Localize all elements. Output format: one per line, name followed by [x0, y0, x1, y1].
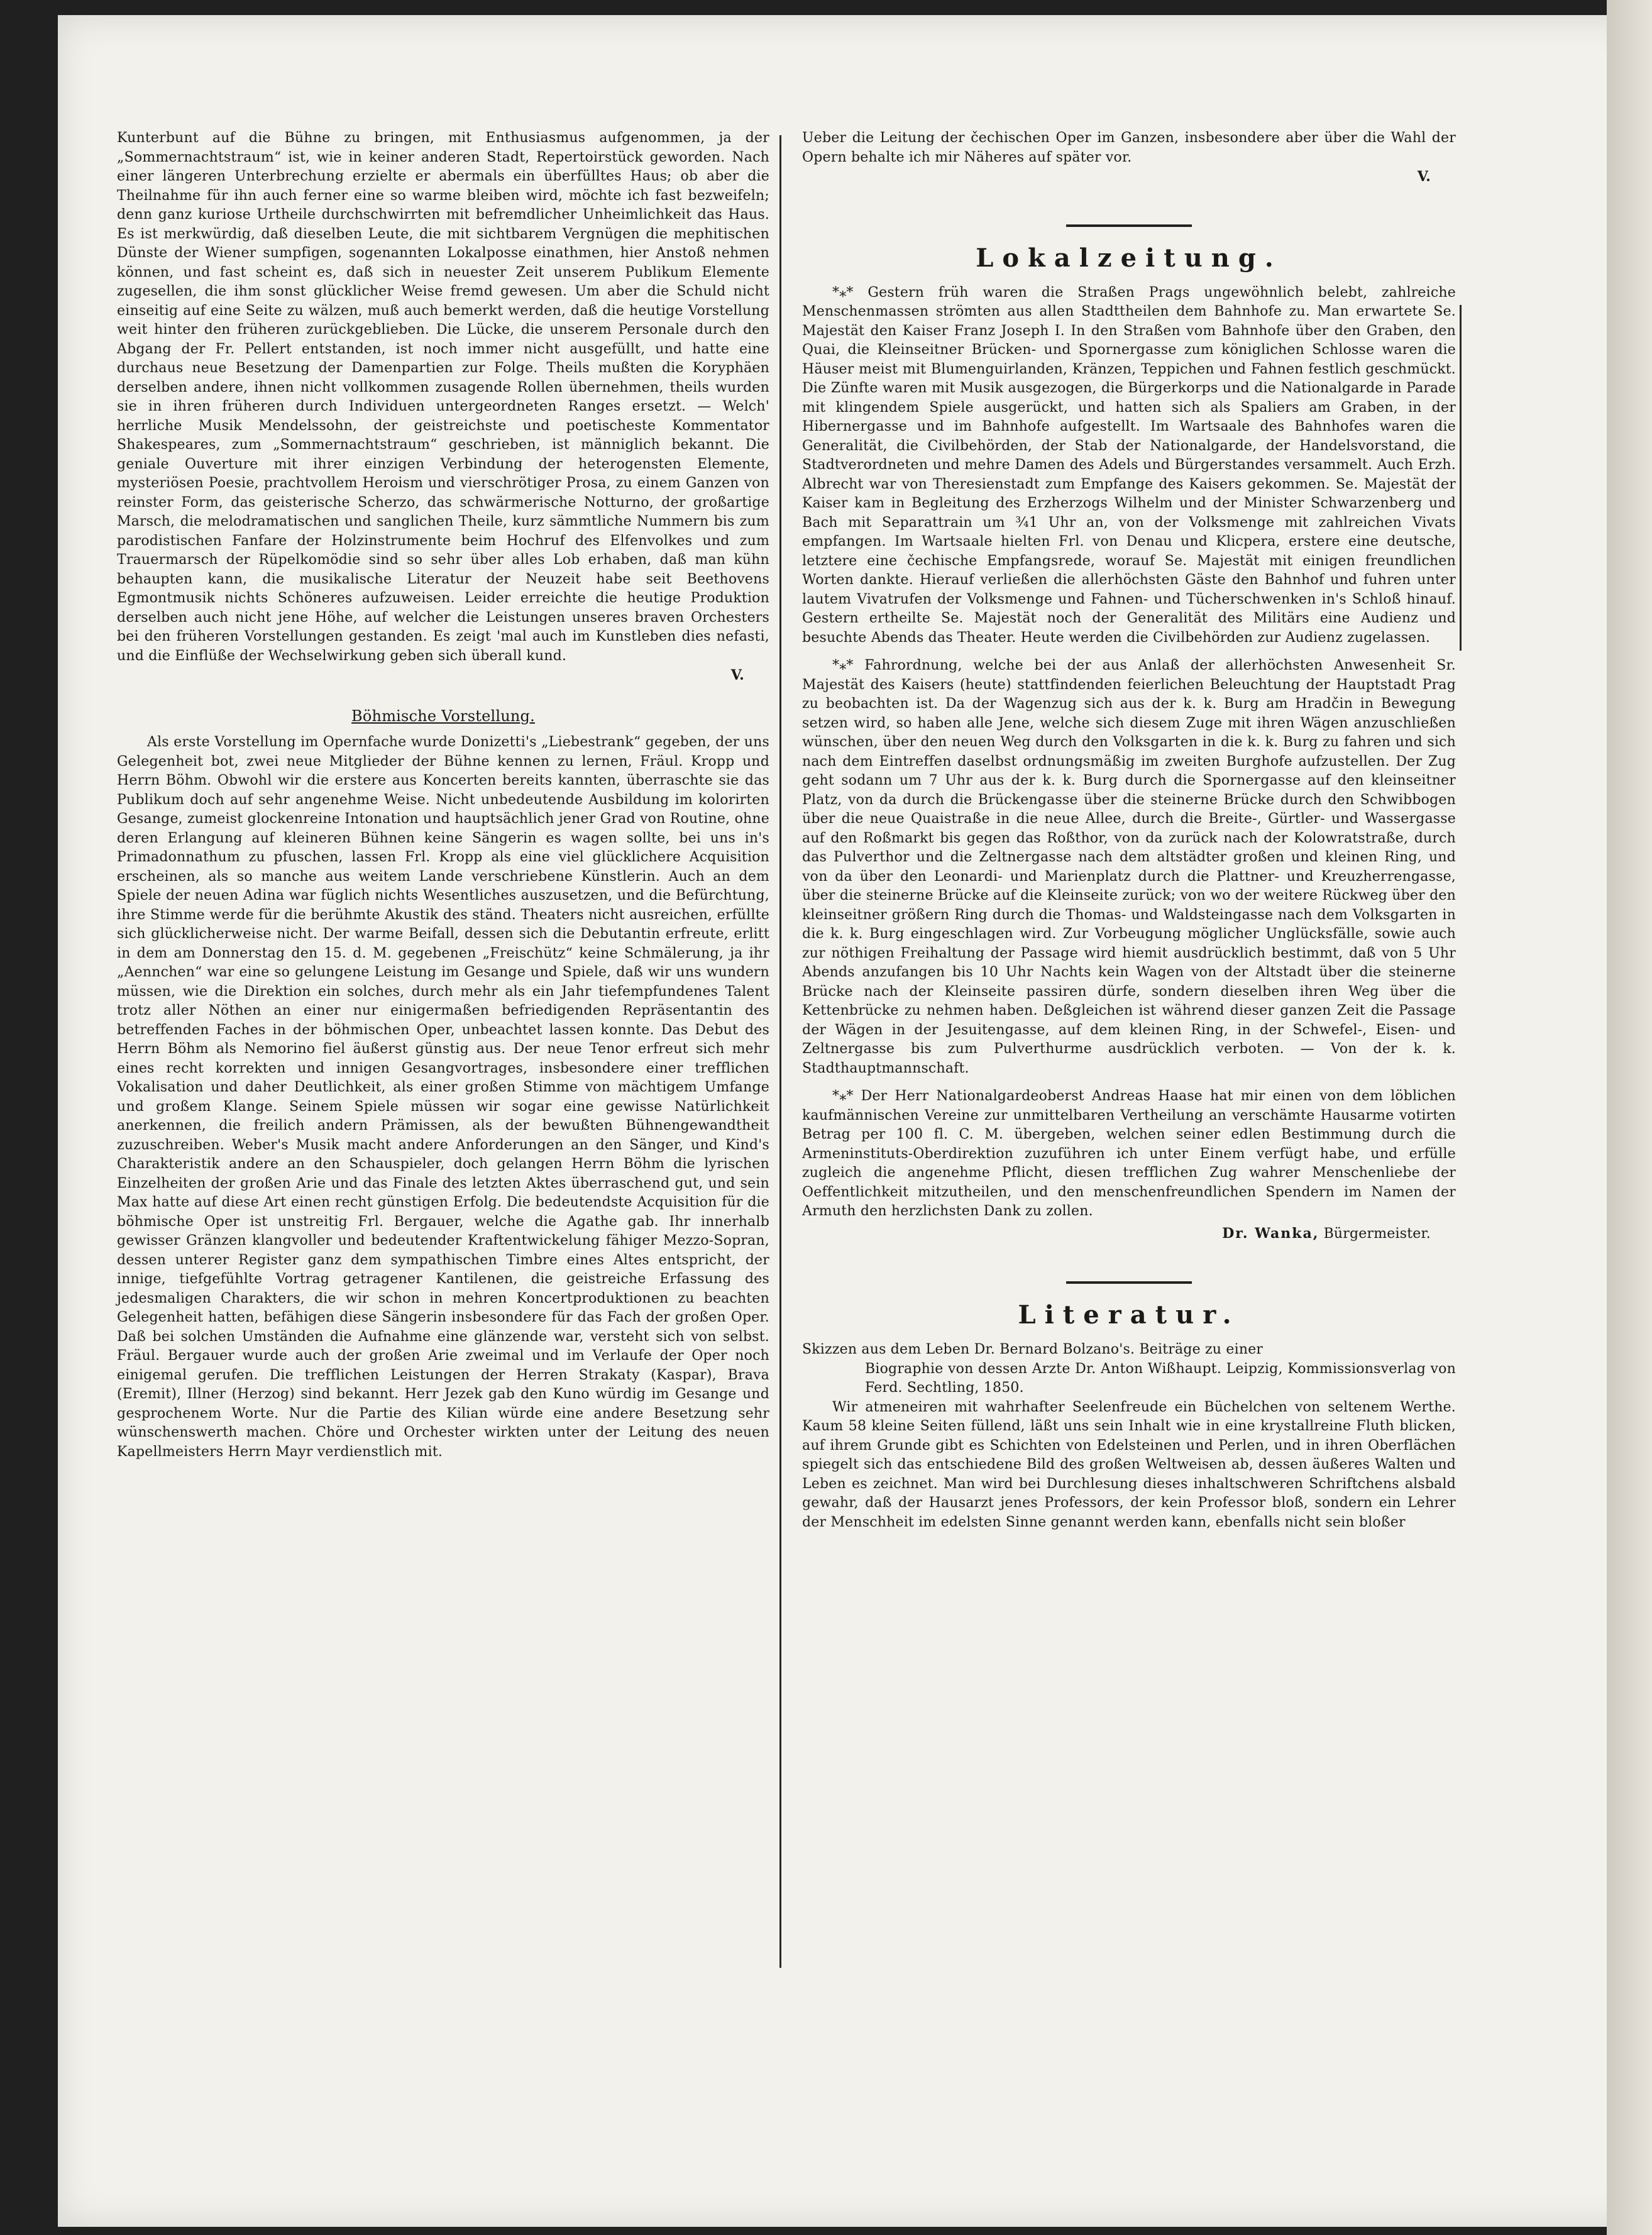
book-review-paragraph: Wir atmeneiren mit wahrhafter Seelenfreude ein Büchelchen von seltenem Werthe. Kaum 58 kleine Seiten füllend, läßt uns sein Inhalt wie in eine krystallreine Fluth blicken, auf ihrem Grunde gibt es Schichten von Edelsteinen und Perlen, und in ihren Oberflächen spiegelt sich das entschiedene Bild des großen Weltweisen ab, dessen äußeres Walten und Leben es zeichnet. Man wird bei Durchlesung dieses inhaltschweren Schriftchens alsbald gewahr, daß der Hausarzt jenes Professors, der kein Professor bloß, sondern ein Lehrer der Menschheit im edelsten Sinne genannt werden kann, ebenfalls nicht sein bloßer [802, 1399, 1456, 1530]
theater-review-paragraph: Kunterbunt auf die Bühne zu bringen, mit Enthusiasmus aufgenommen, ja der „Sommernachtstraum“ ist, wie in keiner anderen Stadt, Repertoirstück geworden. Nach einer längeren Unterbrechung erzielte er abermals ein überfülltes Haus; ob aber die Theilnahme für ihn auch ferner eine so warme bleiben wird, möchte ich fast bezweifeln; denn ganz kuriose Urtheile durchschwirrten mit befremdlicher Unheimlichkeit das Haus. Es ist merkwürdig, daß dieselben Leute, die mit sichtbarem Vergnügen die mephitischen Dünste der Wiener sumpfigen, sogenannten Lokalposse einathmen, hier Anstoß nehmen können, und fast scheint es, daß sich in neuester Zeit unserem Publikum Elemente zugesellen, die ihm sonst glücklicher Weise fremd gewesen. Um aber die Schuld nicht einseitig auf eine Seite zu wälzen, muß auch bemerkt werden, daß die heutige Vorstellung weit hinter den früheren zurückgeblieben. Die Lücke, die unserem Personale durch den Abgang der Fr. Pellert entstanden, ist noch immer nicht ausgefüllt, und hatte eine durchaus neue Besetzung der Damenpartien zur Folge. Theils mußten die Koryphäen derselben andere, ihnen nicht vollkommen zusagende Rollen übernehmen, theils wurden sie in ihren früheren durch Individuen untergeordneten Ranges ersetzt. — Welch' herrliche Musik Mendelssohn, der geistreichste und poetischeste Kommentator Shakespeares, zum „Sommernachtstraum“ geschrieben, ist männiglich bekannt. Die geniale Ouverture mit ihrer einzigen Verbindung der heterogensten Elemente, mysteriösen Poesie, prachtvollem Heroism und vierschrötiger Prosa, zu einem Ganzen von reinster Form, das geisterische Scherzo, das schwärmerische Notturno, der großartige Marsch, die melodramatischen und sanglichen Theile, kurz sämmtliche Nummern bis zum parodistischen Fanfare der Holzinstrumente beim Hochruf des Elfenvolkes und zum Trauermarsch der Rüpelkomödie sind so sehr über alles Lob erhaben, daß man kühn behaupten kann, die musikalische Literatur der Neuzeit habe seit Beethovens Egmontmusik nichts Schöneres aufzuweisen. Leider erreichte die heutige Produktion derselben auch nicht jene Höhe, auf welcher die Leistungen unseres braven Orchesters bei den früheren Vorstellungen gestanden. Es zeigt 'mal auch im Kunstleben dies nefasti, und die Einflüße der Wechselwirkung geben sich überall kund. [117, 130, 769, 664]
section-divider [1066, 224, 1192, 227]
bullet-mark: *⁎* [832, 1088, 854, 1104]
driving-order-text: Fahrordnung, welche bei der aus Anlaß der allerhöchsten Anwesenheit Sr. Majestät des Kaisers (heute) stattfindenden feierlichen Beleuchtung der Hauptstadt Prag zu beobachten ist. Da der Wagenzug sich aus der k. k. Burg am Hradčin in Bewegung setzen wird, so haben alle Jene, welche sich diesem Zuge mit ihren Wägen anzuschließen wünschen, über den neuen Weg durch den Volksgarten in die k. k. Burg zu fahren und sich nach dem Eintreffen daselbst ordnungsmäßig im zweiten Burghofe aufzustellen. Der Zug geht sodann um 7 Uhr aus der k. k. Burg durch die Spornergasse auf den kleinseitner Platz, von da durch die Brückengasse über die steinerne Brücke durch den Schwibbogen über die neue Quaistraße in die neue Allee, durch die Breite-, Gürtler- und Wassergasse auf den Roßmarkt bis gegen das Roßthor, von da zurück nach der Kolowratstraße, durch das Pulverthor und die Zeltnergasse nach dem altstädter großen und kleinen Ring, und von da über den Leonardi- und Marienplatz durch die Plattner- und Kreuzherrengasse, über die steinerne Brücke auf die Kleinseite zurück; von wo der weitere Rückweg über den kleinseitner größern Ring durch die Thomas- und Waldsteingasse nach dem Volksgarten in die k. k. Burg eingeschlagen wird. Zur Vorbeugung möglicher Unglücksfälle, sowie auch zur nöthigen Freihaltung der Passage wird hiemit ausdrücklich bestimmt, daß von 5 Uhr Abends anzufangen bis 10 Uhr Nachts kein Wagen von der Altstadt über die steinerne Brücke nach der Kleinseite passiren dürfe, sondern dieselben ihren Weg über die Kettenbrücke zu nehmen haben. Deßgleichen ist während dieser ganzen Zeit die Passage der Wägen in der Jesuitengasse, auf dem kleinen Ring, in der Schwefel-, Eisen- und Zeltnergasse bis zum Pulverthurme ausdrücklich verboten. — Von der k. k. Stadthauptmannschaft. [802, 658, 1456, 1076]
book-citation-line-1: Skizzen aus dem Leben Dr. Bernard Bolzano's. Beiträge zu einer [802, 1342, 1264, 1357]
opera-note-signature: V. [1417, 168, 1431, 185]
emperor-arrival-text: Gestern früh waren die Straßen Prags ungewöhnlich belebt, zahlreiche Menschenmassen strömten aus allen Stadttheilen dem Bahnhofe zu. Man erwartete Se. Majestät den Kaiser Franz Joseph I. In den Straßen vom Bahnhofe über den Graben, den Quai, die Kleinseitner Brücken- und Spornergasse zum königlichen Schlosse waren die Häuser meist mit Blumenguirlanden, Kränzen, Teppichen und Fahnen festlich geschmückt. Die Zünfte waren mit Musik ausgezogen, die Bürgerkorps und die Nationalgarde in Parade mit klingendem Spiele ausgerückt, und hatten sich als Spaliers am Graben, in der Hibernergasse und im Bahnhofe aufgestellt. Im Wartsaale des Bahnhofes waren die Generalität, die Civilbehörden, der Stab der Nationalgarde, der Handelsvorstand, die Stadtverordneten und mehre Damen des Adels und Bürgerstandes versammelt. Auch Erzh. Albrecht war von Theresienstadt zum Empfange des Kaisers gekommen. Se. Majestät der Kaiser kam in Begleitung des Erzherzogs Wilhelm und der Minister Schwarzenberg und Bach mit Separattrain um ¾1 Uhr an, von der Volksmenge mit zahlreichen Vivats empfangen. Im Wartsaale hielten Frl. von Denau und Klicpera, erstere eine deutsche, letztere eine čechische Empfangsrede, worauf Se. Majestät mit einigen freundlichen Worten dankte. Hierauf verließen die allerhöchsten Gäste den Bahnhof und fuhren unter lautem Vivatrufen der Volksmenge und Fahnen- und Tücherschwenken in's Schloß hinauf. Gestern ertheilte Se. Majestät noch der Generalität des Militärs eine Audienz und besuchte Abends das Theater. Heute werden die Civilbehörden zur Audienz zugelassen. [802, 284, 1456, 646]
theater-review-signature: V. [730, 667, 744, 683]
section-title-bohemian-performance: Böhmische Vorstellung. [351, 707, 535, 725]
donation-text: Der Herr Nationalgardeoberst Andreas Haase hat mir einen von dem löblichen kaufmännischen Vereine zur unmittelbaren Vertheilung an verschämte Hausarme votirten Betrag per 100 fl. C. M. übergeben, welchen seiner edlen Bestimmung durch die Armeninstituts-Oberdirektion zuzuführen ich unter Einem verfügt habe, und erfülle zugleich die angenehme Pflicht, diesen trefflichen Zug wahrer Menschenliebe der Oeffentlichkeit mitzutheilen, und den menschenfreundlichen Spendern im Namen der Armuth den herzlichsten Dank zu zollen. [802, 1088, 1457, 1219]
bullet-mark: *⁎* [832, 284, 854, 301]
section-title-lokalzeitung: Lokalzeitung. [976, 243, 1282, 273]
left-column [117, 129, 769, 1462]
bullet-mark: *⁎* [832, 658, 854, 673]
margin-marker-line [1460, 305, 1462, 651]
next-page-edge [1607, 0, 1652, 2235]
section-divider [1066, 1281, 1192, 1284]
book-citation-line-2: Biographie von dessen Arzte Dr. Anton Wißhaupt. Leipzig, Kommissionsverlag von Ferd. Sechtling, 1850. [865, 1360, 1456, 1396]
mayor-role: Bürgermeister. [1323, 1225, 1431, 1242]
section-title-literatur: Literatur. [1018, 1300, 1240, 1330]
mayor-name: Dr. Wanka, [1222, 1225, 1319, 1242]
column-divider [779, 135, 781, 1968]
right-column [802, 129, 1456, 1532]
bohemian-performance-paragraph: Als erste Vorstellung im Opernfache wurde Donizetti's „Liebestrank“ gegeben, der uns Gelegenheit bot, zwei neue Mitglieder der Bühne kennen zu lernen, Fräul. Kropp und Herrn Böhm. Obwohl wir die erstere aus Koncerten bereits kannten, überraschte sie das Publikum doch auf sehr angenehme Weise. Nicht unbedeutende Ausbildung im kolorirten Gesange, zumeist glockenreine Intonation und hauptsächlich jener Grad von Routine, ohne deren Erlangung auf kleineren Bühnen keine Sängerin es wagen sollte, bei uns in's Primadonnathum zu pfuschen, lassen Frl. Kropp als eine viel glücklichere Acquisition erscheinen, als so manche aus weitem Lande verschriebene Künstlerin. Auch an dem Spiele der neuen Adina war füglich nichts Wesentliches auszusetzen, und die Befürchtung, ihre Stimme werde für die berühmte Akustik des ständ. Theaters nicht ausreichen, erfüllte sich glücklicherweise nicht. Der warme Beifall, dessen sich die Debutantin erfreute, erlitt in dem am Donnerstag den 15. d. M. gegebenen „Freischütz“ keine Schmälerung, ja ihr „Aennchen“ war eine so gelungene Leistung im Gesange und Spiele, daß wir uns wundern müssen, wie die Direktion ein solches, durch mehr als ein Jahr tiefempfundenes Talent trotz aller Nöthen an einer nur einigermaßen befriedigenden Repräsentantin des betreffenden Faches in der böhmischen Oper, unbeachtet lassen konnte. Das Debut des Herrn Böhm als Nemorino fiel äußerst günstig aus. Der neue Tenor erfreut sich mehr eines recht korrekten und innigen Gesangvortrages, insbesondere einer trefflichen Vokalisation und daher Deutlichkeit, als einer großen Stimme von mächtigem Umfange und großem Klange. Seinem Spiele müssen wir sogar eine gewisse Natürlichkeit anerkennen, die freilich andern Prämissen, als der bewußten Bühnengewandtheit zuzuschreiben. Weber's Musik macht andere Anforderungen an den Sänger, und Kind's Charakteristik andere an den Schauspieler, doch gelangen Herrn Böhm die lyrischen Einzelheiten der großen Arie und das Finale des letzten Aktes überraschend gut, und sein Max hatte auf diese Art einen recht günstigen Erfolg. Die bedeutendste Acquisition für die böhmische Oper ist unstreitig Frl. Bergauer, welche die Agathe gab. Ihr innerhalb gewisser Gränzen klangvoller und bedeutender Kraftentwickelung fähiger Mezzo-Sopran, dessen unterer Register ganz dem sympathischen Timbre eines Altes entspricht, der innige, tiefgefühlte Vortrag getragener Kantilenen, die geistreiche Erfassung des jedesmaligen Charakters, die wir schon in mehren Koncertproduktionen zu beachten Gelegenheit hatten, befähigen diese Sängerin insbesondere für das Fach der großen Oper. Daß bei solchen Umständen die Aufnahme eine glänzende war, versteht sich von selbst. Fräul. Bergauer wurde auch der großen Arie zweimal und im Verlaufe der Oper noch einigemal gerufen. Die trefflichen Leistungen der Herren Strakaty (Kaspar), Brava (Eremit), Illner (Herzog) sind bekannt. Herr Jezek gab den Kuno würdig im Gesange und gesprochenem Worte. Nur die Partie des Kilian würde eine andere Besetzung sehr wünschenswerth machen. Chöre und Orchester wirkten unter der Leitung des neuen Kapellmeisters Herrn Mayr verdienstlich mit. [117, 734, 769, 1460]
mayor-signature [802, 1224, 1456, 1244]
opera-note-paragraph: Ueber die Leitung der čechischen Oper im Ganzen, insbesondere aber über die Wahl der Opern behalte ich mir Näheres auf später vor. [802, 130, 1456, 165]
donation-paragraph [802, 1087, 1456, 1222]
book-citation [802, 1340, 1456, 1398]
emperor-arrival-paragraph [802, 284, 1456, 648]
driving-order-paragraph [802, 656, 1456, 1078]
